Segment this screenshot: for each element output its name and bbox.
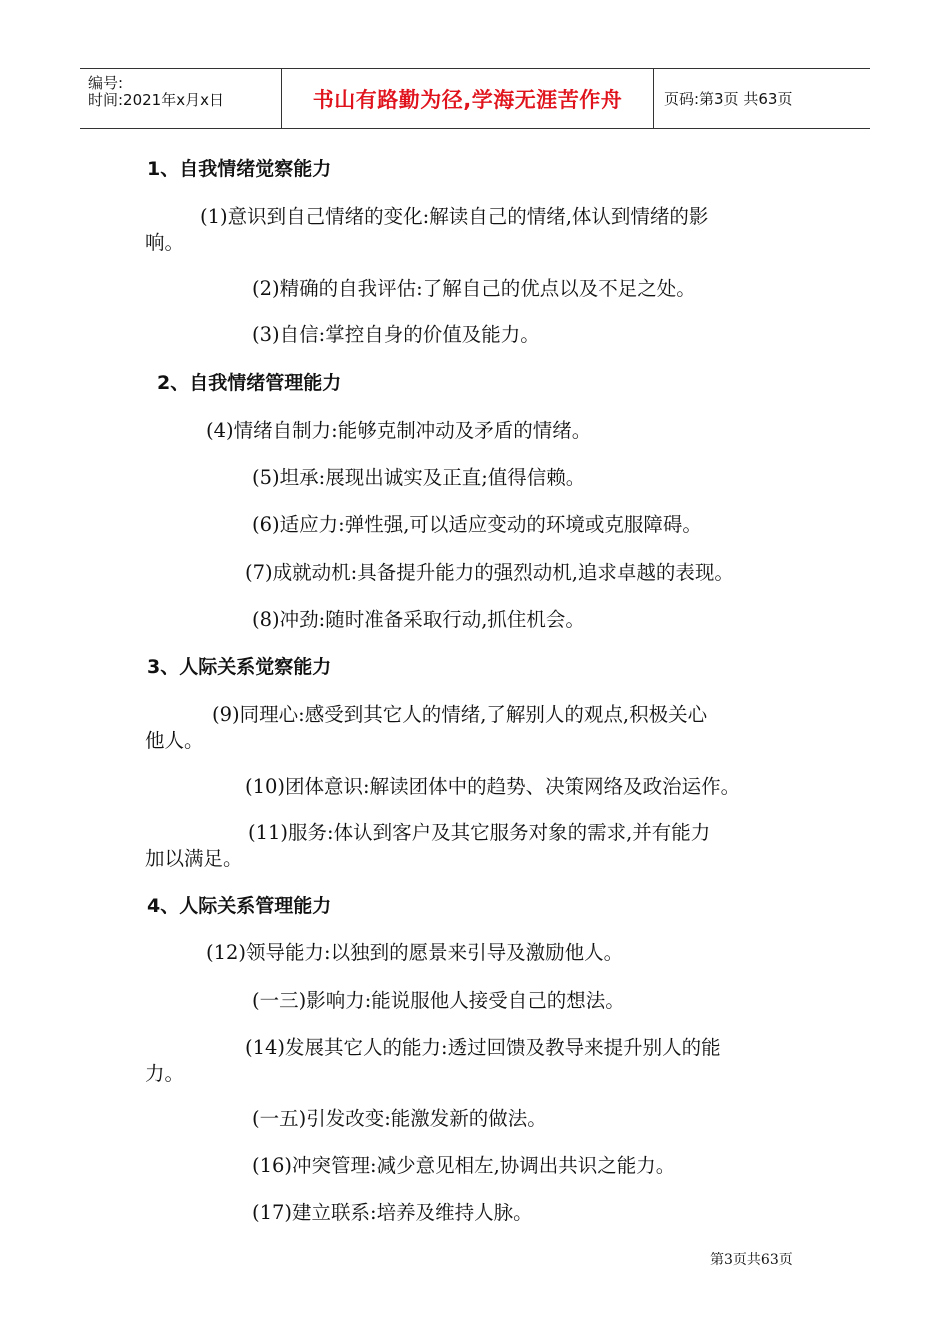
paragraph-15: (一五)引发改变:能激发新的做法。 (252, 1107, 547, 1130)
paragraph-11-line-1: (11)服务:体认到客户及其它服务对象的需求,并有能力 (248, 821, 711, 844)
paragraph-9-line-2: 他人。 (145, 729, 204, 752)
paragraph-14-line-1: (14)发展其它人的能力:透过回馈及教导来提升别人的能 (245, 1036, 721, 1059)
paragraph-16: (16)冲突管理:减少意见相左,协调出共识之能力。 (252, 1154, 676, 1177)
paragraph-4: (4)情绪自制力:能够克制冲动及矛盾的情绪。 (206, 419, 592, 442)
section-heading-4: 4、人际关系管理能力 (147, 895, 332, 917)
paragraph-3: (3)自信:掌控自身的价值及能力。 (252, 323, 540, 346)
paragraph-9-line-1: (9)同理心:感受到其它人的情绪,了解别人的观点,积极关心 (212, 703, 708, 726)
paragraph-17: (17)建立联系:培养及维持人脉。 (252, 1201, 533, 1224)
header-page-info: 页码:第3页 共63页 (664, 90, 793, 108)
header-motto-cell (282, 69, 654, 128)
section-heading-2: 2、自我情绪管理能力 (157, 372, 342, 394)
time-label: 时间:2021年x月x日 (88, 91, 224, 109)
page-header (80, 68, 870, 129)
section-heading-3: 3、人际关系觉察能力 (147, 656, 332, 678)
section-heading-1: 1、自我情绪觉察能力 (147, 158, 332, 180)
number-label: 编号: (88, 74, 124, 92)
header-meta (80, 69, 282, 128)
paragraph-5: (5)坦承:展现出诚实及正直;值得信赖。 (252, 466, 586, 489)
header-motto: 书山有路勤为径,学海无涯苦作舟 (312, 87, 623, 112)
paragraph-1-line-2: 响。 (145, 231, 185, 254)
paragraph-14-line-2: 力。 (145, 1062, 185, 1085)
paragraph-13: (一三)影响力:能说服他人接受自己的想法。 (252, 989, 625, 1012)
paragraph-1-line-1: (1)意识到自己情绪的变化:解读自己的情绪,体认到情绪的影 (200, 205, 709, 228)
paragraph-11-line-2: 加以满足。 (145, 847, 243, 870)
paragraph-7: (7)成就动机:具备提升能力的强烈动机,追求卓越的表现。 (245, 561, 734, 584)
page-footer: 第3页共63页 (710, 1252, 793, 1268)
paragraph-8: (8)冲劲:随时准备采取行动,抓住机会。 (252, 608, 585, 631)
paragraph-10: (10)团体意识:解读团体中的趋势、决策网络及政治运作。 (245, 775, 741, 798)
paragraph-6: (6)适应力:弹性强,可以适应变动的环境或克服障碍。 (252, 513, 702, 536)
paragraph-2: (2)精确的自我评估:了解自己的优点以及不足之处。 (252, 277, 696, 300)
paragraph-12: (12)领导能力:以独到的愿景来引导及激励他人。 (206, 941, 624, 964)
